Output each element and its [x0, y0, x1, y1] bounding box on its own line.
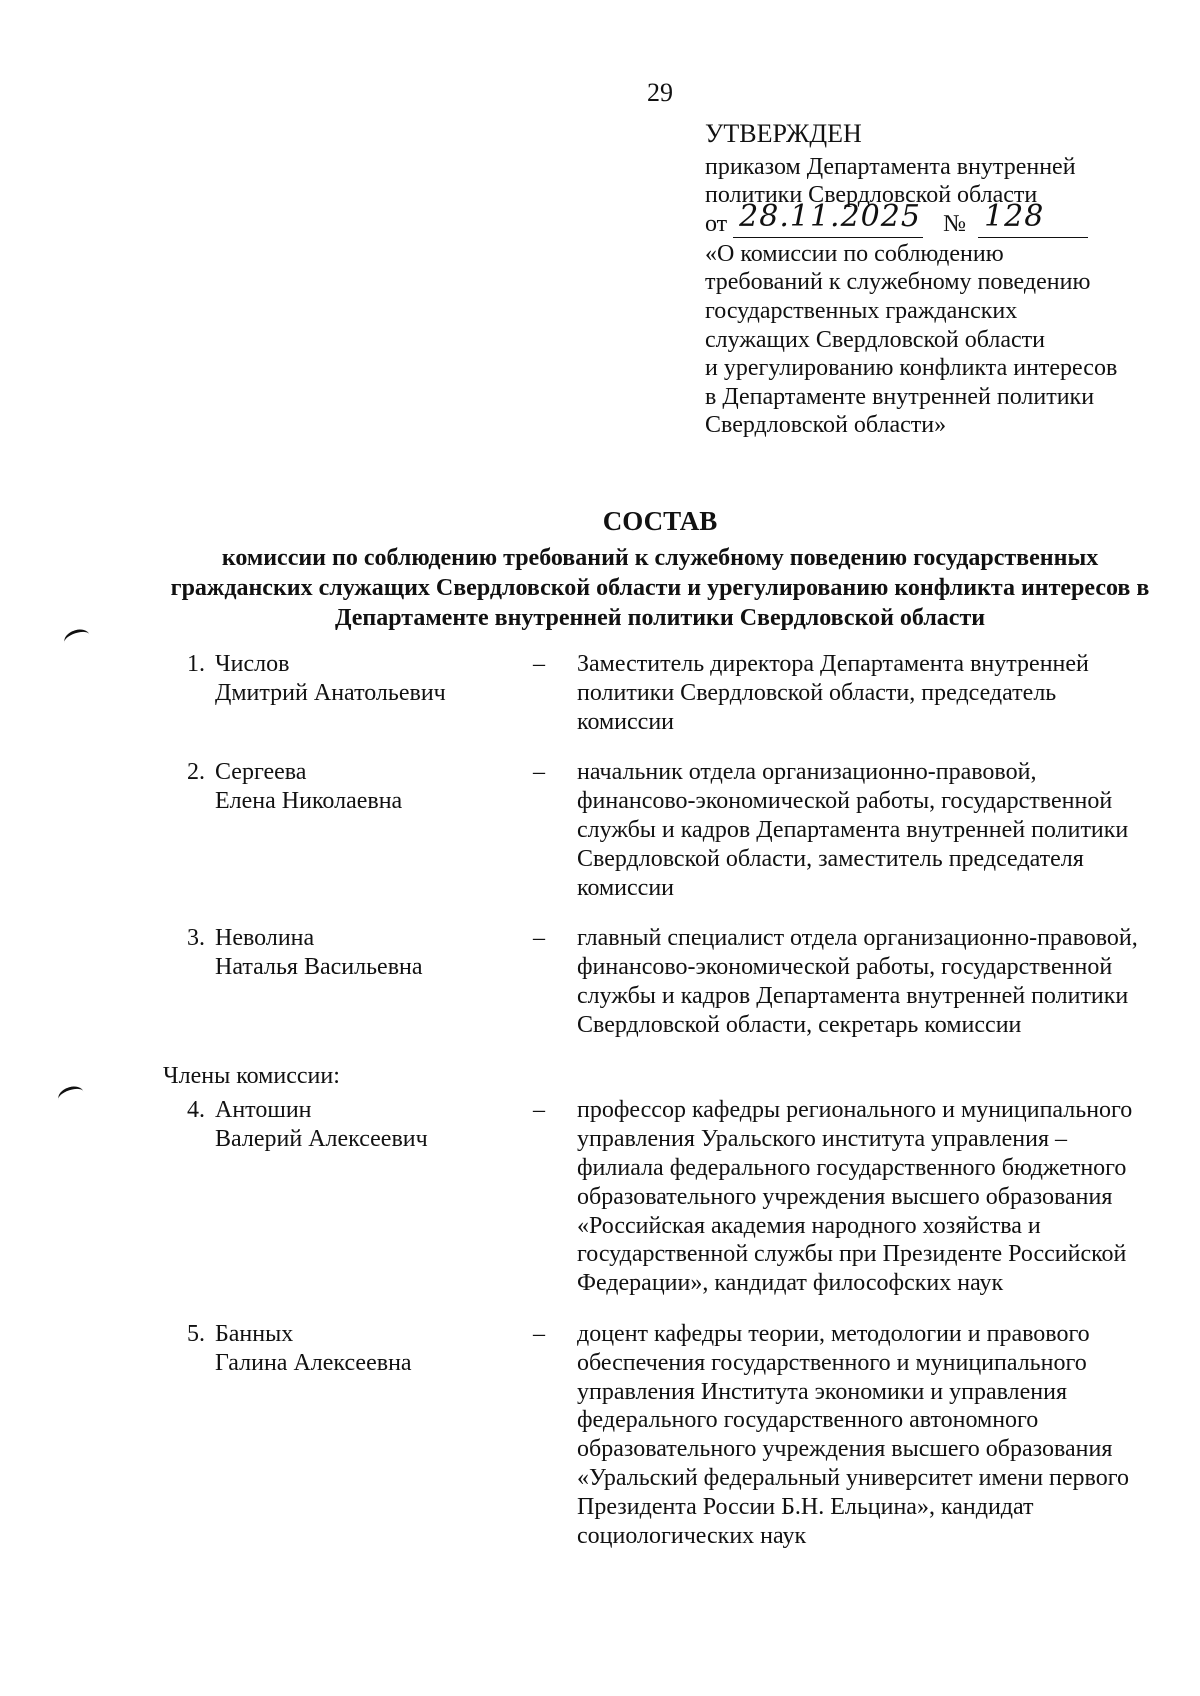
member-number: 3.: [187, 925, 205, 952]
member-number: 5.: [187, 1320, 205, 1347]
member-given-names: Дмитрий Анатольевич: [215, 679, 446, 706]
order-number-field: [978, 199, 1088, 238]
member-dash: –: [533, 1097, 545, 1124]
approval-line: приказом Департамента внутренней: [705, 153, 1076, 180]
member-surname: Сергеева: [215, 759, 307, 786]
member-name: [215, 1320, 533, 1550]
document-heading: [0, 506, 1200, 633]
order-subject-line: Свердловской области»: [705, 412, 947, 439]
order-subject-line: и урегулированию конфликта интересов: [705, 355, 1118, 382]
member-row: [165, 1096, 1165, 1298]
order-date-field: [733, 199, 923, 238]
order-subject-line: в Департаменте внутренней политики: [705, 383, 1095, 410]
member-surname: Числов: [215, 651, 290, 677]
member-dash: –: [533, 759, 545, 786]
approval-block: [705, 120, 1175, 440]
approval-stamp-title: УТВЕРЖДЕН: [705, 119, 862, 148]
member-surname: Антошин: [215, 1097, 312, 1124]
handwritten-number: 128: [984, 199, 1045, 235]
scan-punch-mark: [56, 1083, 86, 1107]
order-subject-line: «О комиссии по соблюдению: [705, 240, 1004, 267]
member-row: [165, 758, 1165, 902]
document-subtitle: комиссии по соблюдению требований к служебному поведению государственных гражданских служащих Свердловской области и урегулированию конфликта интересов в Департаменте внутренней политики Свердловской области: [170, 545, 1150, 631]
member-given-names: Галина Алексеевна: [215, 1349, 412, 1376]
page-number: 29: [647, 78, 673, 107]
member-dash: –: [533, 651, 545, 677]
member-description: профессор кафедры регионального и муниципального управления Уральского института управления – филиала федерального государственного бюджетного образовательного учреждения высшего образования «Российская академия народного хозяйства и государственной службы при Президенте Российской Федерации», кандидат философских наук: [577, 1097, 1133, 1297]
member-name: [215, 924, 533, 1039]
member-row: [165, 650, 1165, 736]
member-dash: –: [533, 1320, 545, 1347]
order-subject-line: служащих Свердловской области: [705, 326, 1045, 353]
member-given-names: Наталья Васильевна: [215, 954, 423, 981]
member-row: [165, 1320, 1165, 1550]
members-section-label: Члены комиссии:: [163, 1062, 340, 1089]
handwritten-date: 28.11.2025: [739, 199, 921, 235]
date-prefix: от: [705, 210, 728, 237]
approval-line: политики Свердловской области: [705, 182, 1038, 209]
member-name: [215, 1096, 533, 1298]
member-description: начальник отдела организационно-правовой, финансово-экономической работы, государственной службы и кадров Департамента внутренней политики Свердловской области, заместитель председателя комиссии: [577, 759, 1129, 901]
member-description: Заместитель директора Департамента внутренней политики Свердловской области, председатель комиссии: [577, 651, 1089, 735]
member-description: доцент кафедры теории, методологии и правового обеспечения государственного и муниципального управления Института экономики и управления федерального государственного автономного образовательного учреждения высшего образования «Уральский федеральный университет имени первого Президента России Б.Н. Ельцина», кандидат социологических наук: [577, 1320, 1129, 1549]
member-name: [215, 758, 533, 902]
member-number: 4.: [187, 1097, 205, 1124]
member-surname: Неволина: [215, 925, 315, 952]
number-label: №: [943, 210, 967, 237]
order-subject-line: требований к служебному поведению: [705, 269, 1091, 296]
member-row: [165, 924, 1165, 1039]
document-title: СОСТАВ: [602, 506, 718, 536]
members-list: [165, 650, 1165, 1572]
order-date-number-line: [705, 199, 1175, 240]
member-number: 1.: [187, 651, 205, 677]
member-number: 2.: [187, 759, 205, 786]
member-given-names: Елена Николаевна: [215, 788, 403, 815]
member-description: главный специалист отдела организационно-правовой, финансово-экономической работы, государственной службы и кадров Департамента внутренней политики Свердловской области, секретарь комиссии: [577, 925, 1138, 1038]
member-given-names: Валерий Алексеевич: [215, 1126, 428, 1153]
member-dash: –: [533, 925, 545, 952]
member-surname: Банных: [215, 1320, 294, 1347]
order-subject-line: государственных гражданских: [705, 297, 1018, 324]
member-name: [215, 650, 533, 736]
